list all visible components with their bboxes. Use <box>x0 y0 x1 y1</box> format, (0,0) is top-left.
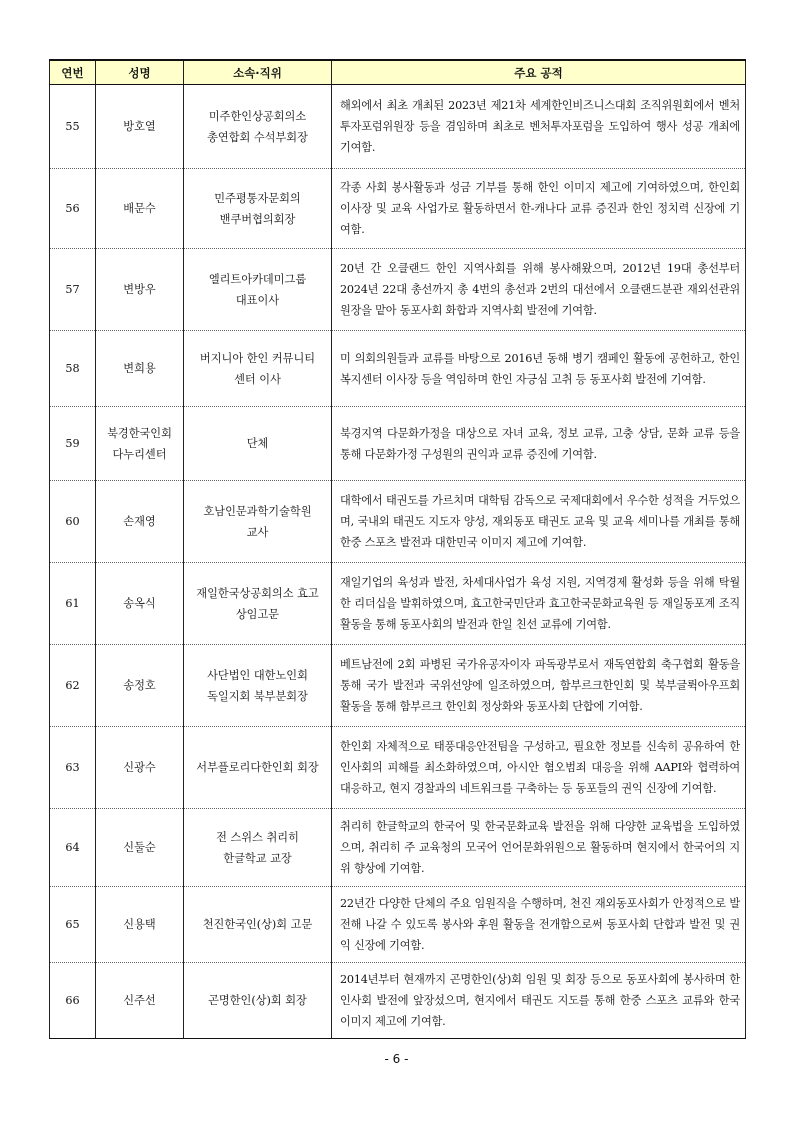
row-affiliation: 서부플로리다한인회 회장 <box>184 727 332 809</box>
table-row <box>50 481 746 563</box>
row-number: 60 <box>50 481 96 563</box>
row-affiliation: 전 스위스 취리히 한글학교 교장 <box>184 809 332 887</box>
row-name: 변희용 <box>96 331 184 407</box>
table-row <box>50 331 746 407</box>
header-merit: 주요 공적 <box>332 60 746 85</box>
table-row <box>50 169 746 249</box>
table-row <box>50 887 746 963</box>
table-header-row <box>50 60 746 85</box>
row-number: 66 <box>50 963 96 1039</box>
row-name: 신둘순 <box>96 809 184 887</box>
row-number: 65 <box>50 887 96 963</box>
row-name: 방호열 <box>96 85 184 169</box>
table-row <box>50 249 746 331</box>
row-name: 변방우 <box>96 249 184 331</box>
header-name: 성명 <box>96 60 184 85</box>
row-merit: 미 의회의원들과 교류를 바탕으로 2016년 동해 병기 캠페인 활동에 공헌하고, 한인 복지센터 이사장 등을 역임하며 한인 자긍심 고취 등 동포사회 발전에 기여함. <box>332 331 746 407</box>
row-number: 63 <box>50 727 96 809</box>
row-name: 송정호 <box>96 645 184 727</box>
row-merit: 재일기업의 육성과 발전, 차세대사업가 육성 지원, 지역경제 활성화 등을 위해 탁월한 리더십을 발휘하였으며, 효고한국민단과 효고한국문화교육원 등 재일동포계 조직 활동을 통해 동포사회의 발전과 한일 친선 교류에 기여함. <box>332 563 746 645</box>
table-row <box>50 645 746 727</box>
header-no: 연번 <box>50 60 96 85</box>
row-name: 신용택 <box>96 887 184 963</box>
row-merit: 한인회 자체적으로 태풍대응안전팀을 구성하고, 필요한 정보를 신속히 공유하여 한인사회의 피해를 최소화하였으며, 아시안 혐오범죄 대응을 위해 AAPI와 협력하여 대응하고, 현지 경찰과의 네트워크를 구축하는 등 동포들의 권익 신장에 기여함. <box>332 727 746 809</box>
row-merit: 20년 간 오클랜드 한인 지역사회를 위해 봉사해왔으며, 2012년 19대 총선부터 2024년 22대 총선까지 총 4번의 총선과 2번의 대선에서 오클랜드분관 재외선관위원장을 맡아 동포사회 화합과 지역사회 발전에 기여함. <box>332 249 746 331</box>
table-row <box>50 85 746 169</box>
row-name: 신주선 <box>96 963 184 1039</box>
row-affiliation: 버지니아 한인 커뮤니티 센터 이사 <box>184 331 332 407</box>
merit-table <box>49 59 746 1039</box>
row-number: 64 <box>50 809 96 887</box>
row-name: 송옥식 <box>96 563 184 645</box>
row-name: 손재영 <box>96 481 184 563</box>
row-affiliation: 천진한국인(상)회 고문 <box>184 887 332 963</box>
header-affiliation: 소속·직위 <box>184 60 332 85</box>
row-affiliation: 엘리트아카데미그룹 대표이사 <box>184 249 332 331</box>
row-affiliation: 민주평통자문회의 밴쿠버협의회장 <box>184 169 332 249</box>
table-row <box>50 809 746 887</box>
row-number: 58 <box>50 331 96 407</box>
row-name: 신광수 <box>96 727 184 809</box>
row-number: 57 <box>50 249 96 331</box>
page-number: - 6 - <box>384 1052 409 1066</box>
row-affiliation: 호남인문과학기술학원 교사 <box>184 481 332 563</box>
table-row <box>50 963 746 1039</box>
row-merit: 해외에서 최초 개최된 2023년 제21차 세계한인비즈니스대회 조직위원회에서 벤처투자포럼위원장 등을 겸임하며 최초로 벤처투자포럼을 도입하여 행사 성공 개최에 기여함. <box>332 85 746 169</box>
row-number: 55 <box>50 85 96 169</box>
row-merit: 취리히 한글학교의 한국어 및 한국문화교육 발전을 위해 다양한 교육법을 도입하였으며, 취리히 주 교육청의 모국어 언어문화위원으로 활동하며 현지에서 한국어의 지위 향상에 기여함. <box>332 809 746 887</box>
table-row <box>50 727 746 809</box>
row-number: 62 <box>50 645 96 727</box>
row-affiliation: 곤명한인(상)회 회장 <box>184 963 332 1039</box>
row-name: 북경한국인회 다누리센터 <box>96 407 184 481</box>
row-merit: 22년간 다양한 단체의 주요 임원직을 수행하며, 천진 재외동포사회가 안정적으로 발전해 나갈 수 있도록 봉사와 후원 활동을 전개함으로써 동포사회 단합과 발전 및 권익 신장에 기여함. <box>332 887 746 963</box>
row-merit: 북경지역 다문화가정을 대상으로 자녀 교육, 정보 교류, 고충 상담, 문화 교류 등을 통해 다문화가정 구성원의 권익과 교류 증진에 기여함. <box>332 407 746 481</box>
row-merit: 각종 사회 봉사활동과 성금 기부를 통해 한인 이미지 제고에 기여하였으며, 한인회 이사장 및 교육 사업가로 활동하면서 한-캐나다 교류 증진과 한인 정치력 신장에 기여함. <box>332 169 746 249</box>
table-row <box>50 563 746 645</box>
row-name: 배문수 <box>96 169 184 249</box>
row-affiliation: 단체 <box>184 407 332 481</box>
row-affiliation: 사단법인 대한노인회 독일지회 북부분회장 <box>184 645 332 727</box>
row-merit: 대학에서 태권도를 가르치며 대학팀 감독으로 국제대회에서 우수한 성적을 거두었으며, 국내외 태권도 지도자 양성, 재외동포 태권도 교육 및 교육 세미나를 개최를 통해 한중 스포츠 발전과 대한민국 이미지 제고에 기여함. <box>332 481 746 563</box>
row-merit: 2014년부터 현재까지 곤명한인(상)회 임원 및 회장 등으로 동포사회에 봉사하며 한인사회 발전에 앞장섰으며, 현지에서 태권도 지도를 통해 한중 스포츠 교류와 한국 이미지 제고에 기여함. <box>332 963 746 1039</box>
row-affiliation: 재일한국상공회의소 효고 상임고문 <box>184 563 332 645</box>
table-row <box>50 407 746 481</box>
row-number: 56 <box>50 169 96 249</box>
row-number: 59 <box>50 407 96 481</box>
row-number: 61 <box>50 563 96 645</box>
row-merit: 베트남전에 2회 파병된 국가유공자이자 파독광부로서 재독연합회 축구협회 활동을 통해 국가 발전과 국위선양에 일조하였으며, 함부르크한인회 및 북부글뤽아우프회 활동을 통해 함부르크 한인회 정상화와 동포사회 단합에 기여함. <box>332 645 746 727</box>
row-affiliation: 미주한인상공회의소 총연합회 수석부회장 <box>184 85 332 169</box>
